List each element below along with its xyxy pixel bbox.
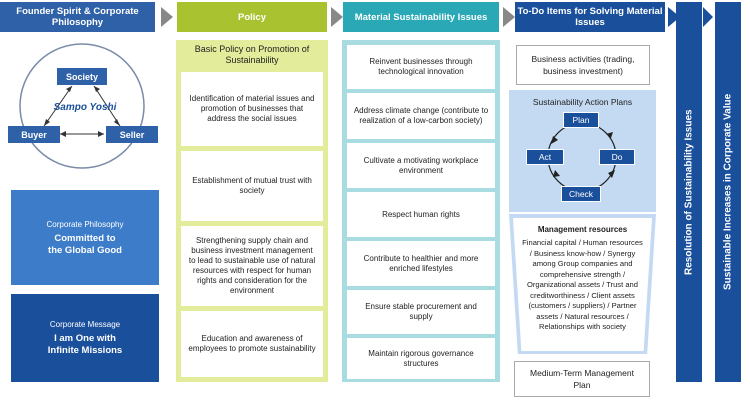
header-material-label: Material Sustainability Issues	[354, 11, 488, 23]
outcome-value	[715, 2, 741, 382]
do-label: Do	[611, 152, 623, 162]
message-title: Corporate Message	[49, 320, 121, 329]
header-founder	[0, 2, 155, 32]
material-item-4: Respect human rights	[347, 192, 495, 237]
act-label: Act	[538, 152, 552, 162]
message-line2: Infinite Missions	[47, 345, 123, 356]
buyer-box	[8, 126, 60, 143]
philosophy-title: Corporate Philosophy	[46, 219, 124, 229]
resolution-label: Resolution of Sustainability Issues	[683, 109, 695, 275]
policy-item-2: Establishment of mutual trust with society	[181, 151, 323, 221]
header-policy-label: Policy	[238, 11, 266, 23]
policy-item-3: Strengthening supply chain and business investment management to lead to sustainable use of natural resources with respect for human rights and consideration for the environment	[181, 226, 323, 306]
society-label: Society	[65, 71, 98, 82]
check-label: Check	[568, 189, 594, 199]
message-line1: I am One with	[54, 333, 116, 344]
resources-text: Financial capital / Human resources / Business know-how / Synergy among Group companies and comprehensive strength / Organizational assets / Trust and creditworthiness / Client assets (customers / suppliers) / Partner assets / Natural resources / Relationships with society	[522, 238, 643, 331]
pdca-act	[526, 149, 564, 165]
header-todo-label: To-Do Items for Solving Material Issues	[517, 6, 663, 28]
material-item-5: Contribute to healthier and more enriched lifestyles	[347, 241, 495, 286]
arrow-3	[503, 7, 515, 27]
outcome-resolution	[676, 2, 702, 382]
plan-label: Plan	[572, 115, 590, 125]
business-activities-box: Business activities (trading, business investment)	[516, 45, 650, 85]
society-box	[57, 68, 107, 85]
header-policy	[177, 2, 327, 32]
buyer-label: Buyer	[21, 129, 47, 140]
header-material	[343, 2, 499, 32]
philosophy-line1: Committed to	[54, 232, 116, 244]
corporate-message-box	[11, 294, 159, 382]
seller-box	[106, 126, 158, 143]
arrow-2	[331, 7, 343, 27]
pdca-do	[599, 149, 635, 165]
material-item-7: Maintain rigorous governance structures	[347, 338, 495, 379]
policy-title: Basic Policy on Promotion of Sustainability	[194, 44, 310, 65]
pdca-plan	[563, 112, 599, 128]
action-plans-title: Sustainability Action Plans	[532, 97, 633, 107]
material-item-3: Cultivate a motivating workplace environment	[347, 143, 495, 188]
header-founder-label: Founder Spirit & Corporate Philosophy	[16, 6, 139, 28]
philosophy-line2: the Global Good	[48, 244, 122, 256]
arrow-1	[161, 7, 173, 27]
resources-title: Management resources	[537, 225, 628, 234]
arrow-5	[703, 7, 713, 27]
corporate-philosophy-box	[11, 190, 159, 285]
sampo-yoshi-label: Sampo Yoshi	[53, 102, 117, 113]
midterm-plan-box: Medium-Term Management Plan	[514, 361, 650, 397]
material-item-1: Reinvent businesses through technological innovation	[347, 45, 495, 89]
material-item-6: Ensure stable procurement and supply	[347, 290, 495, 334]
material-item-2: Address climate change (contribute to realization of a low-carbon society)	[347, 93, 495, 139]
policy-item-4: Education and awareness of employees to promote sustainability	[181, 311, 323, 377]
seller-label: Seller	[119, 129, 145, 140]
pdca-check	[561, 186, 601, 202]
policy-item-1: Identification of material issues and promotion of businesses that address the social issues	[181, 72, 323, 146]
header-todo	[515, 2, 665, 32]
value-label: Sustainable Increases in Corporate Value	[722, 93, 734, 291]
